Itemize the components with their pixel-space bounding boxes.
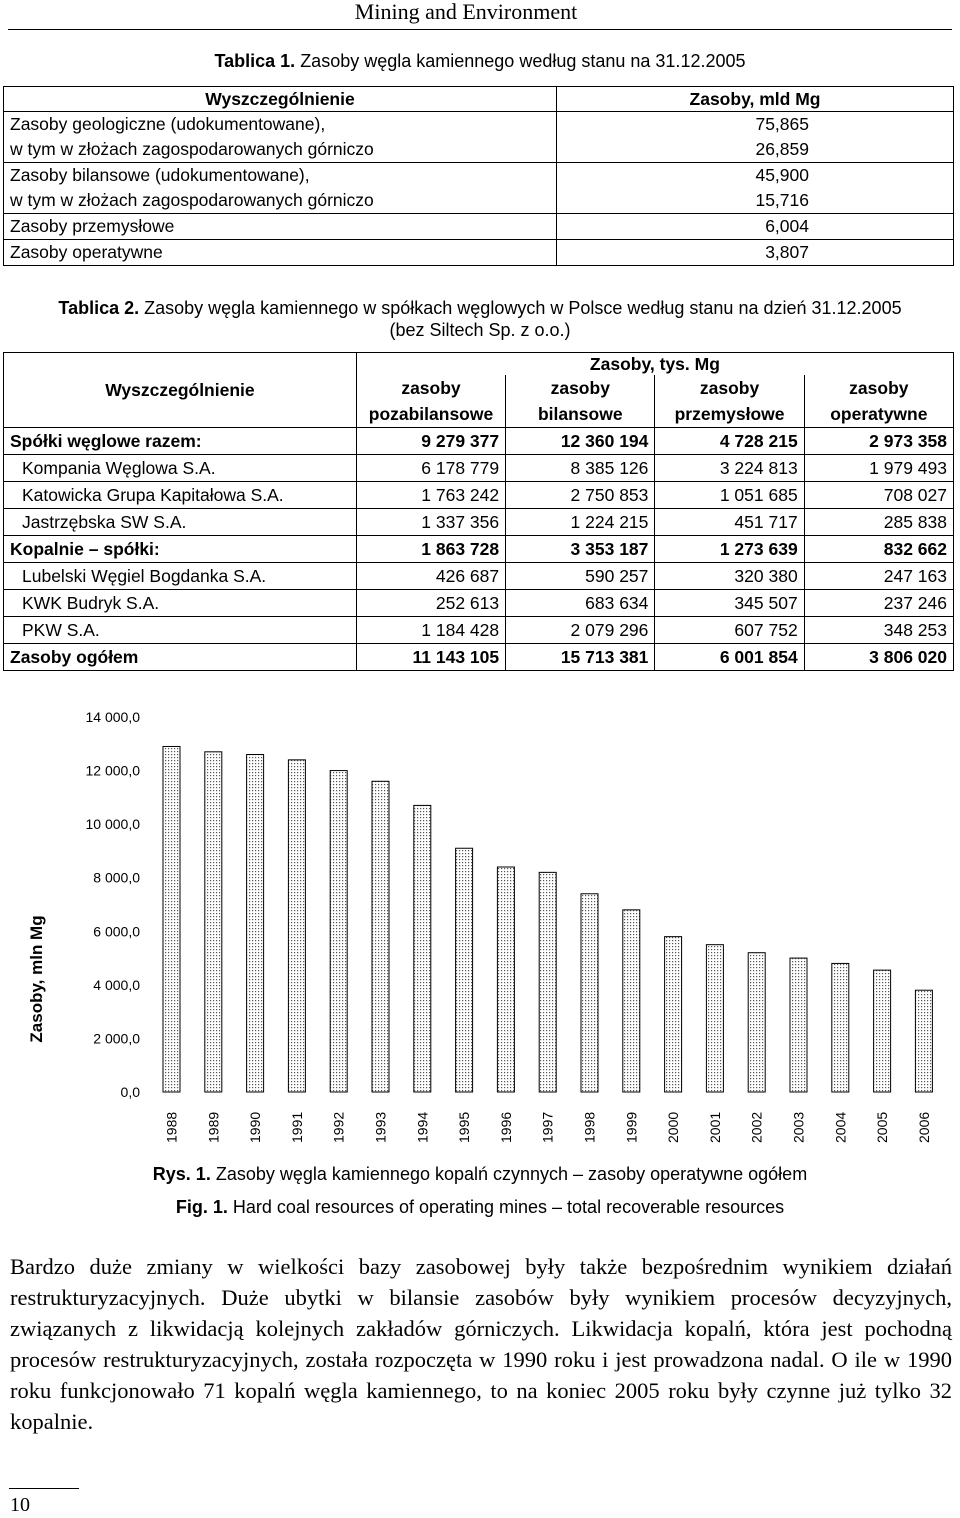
table1-row-value: 3,807 [765, 242, 809, 262]
table2-cell: 426 687 [356, 563, 505, 590]
table-row [4, 482, 954, 509]
bar-1995 [456, 848, 473, 1092]
table-row [4, 163, 954, 214]
figure-caption-pl [0, 1163, 960, 1185]
table1-caption-text: Zasoby węgla kamiennego według stanu na 31.12.2005 [300, 51, 746, 71]
figure-caption-en-text: Hard coal resources of operating mines – total recoverable resources [232, 1197, 785, 1217]
table1-header-value: Zasoby, mld Mg [557, 87, 954, 112]
figure-caption-en-label: Fig. 1. [175, 1197, 228, 1217]
x-tick-label: 1996 [497, 1111, 514, 1143]
bar-1999 [623, 910, 640, 1092]
bar-1991 [288, 760, 305, 1092]
table2-header-item: Wyszczególnienie [4, 353, 357, 428]
figure-caption-en [0, 1196, 960, 1218]
table1-header-item: Wyszczególnienie [4, 87, 557, 112]
table1-row-value: 75,865 [755, 114, 809, 134]
y-tick-label: 4 000,0 [93, 976, 140, 993]
table2-cell: 1 051 685 [655, 482, 804, 509]
table2-caption-text: Zasoby węgla kamiennego w spółkach węglowych w Polsce według stanu na dzień 31.12.2005 [144, 298, 902, 318]
figure-caption-pl-text: Zasoby węgla kamiennego kopalń czynnych – zasoby operatywne ogółem [215, 1164, 808, 1184]
x-tick-label: 1998 [581, 1111, 598, 1143]
table2-cell: 252 613 [356, 590, 505, 617]
table1-row-label: w tym w złożach zagospodarowanych górniczo [10, 139, 374, 159]
x-tick-label: 1995 [456, 1111, 473, 1143]
table-row [4, 428, 954, 455]
table2-cell: 3 224 813 [655, 455, 804, 482]
bar-2003 [790, 958, 807, 1092]
table2-row-name: KWK Budryk S.A. [4, 590, 357, 617]
bar-1994 [414, 805, 431, 1092]
table2-cell: 9 279 377 [356, 428, 505, 455]
table2-cell: 1 763 242 [356, 482, 505, 509]
table2-col-header: zasoby [655, 375, 804, 401]
table2-cell: 1 273 639 [655, 536, 804, 563]
table2-cell: 1 184 428 [356, 617, 505, 644]
table1-row-value: 15,716 [755, 190, 809, 210]
bar-chart [0, 700, 960, 1155]
table2-col-header: zasoby [506, 375, 655, 401]
x-tick-label: 2001 [706, 1111, 723, 1143]
table2-cell: 247 163 [804, 563, 953, 590]
table1-row-value: 45,900 [755, 165, 809, 185]
table2-cell: 3 806 020 [804, 644, 953, 671]
table2-cell: 237 246 [804, 590, 953, 617]
table2-cell: 1 337 356 [356, 509, 505, 536]
bar-group [163, 746, 932, 1092]
table2-cell: 348 253 [804, 617, 953, 644]
x-tick-label: 1992 [330, 1111, 347, 1143]
x-tick-label: 2005 [874, 1111, 891, 1143]
table2-caption [0, 297, 960, 341]
table-row [4, 644, 954, 671]
table-row [4, 214, 954, 240]
table2-row-name: Zasoby ogółem [4, 644, 357, 671]
table2-cell: 345 507 [655, 590, 804, 617]
table1-row-label: w tym w złożach zagospodarowanych górniczo [10, 190, 374, 210]
table2-cell: 15 713 381 [506, 644, 655, 671]
x-tick-label: 1988 [163, 1111, 180, 1143]
table1-cell-label [4, 112, 557, 163]
table2-header-row-top [4, 353, 954, 376]
table2-col-header: przemysłowe [655, 401, 804, 428]
table-row [4, 509, 954, 536]
bar-1998 [581, 894, 598, 1092]
table-row [4, 590, 954, 617]
x-tick-label: 2004 [832, 1111, 849, 1143]
table2-cell: 1 979 493 [804, 455, 953, 482]
y-tick-label: 12 000,0 [85, 762, 140, 779]
table2-cell: 2 079 296 [506, 617, 655, 644]
bar-2006 [915, 990, 932, 1092]
table2-row-name: Jastrzębska SW S.A. [4, 509, 357, 536]
bar-2001 [706, 945, 723, 1092]
table1-cell-label [4, 163, 557, 214]
page-number: 10 [10, 1494, 30, 1516]
x-tick-label: 2003 [790, 1111, 807, 1143]
y-axis-label: Zasoby, mln Mg [27, 915, 46, 1043]
table-row [4, 617, 954, 644]
table2-cell: 6 178 779 [356, 455, 505, 482]
table2-caption-label: Tablica 2. [58, 298, 140, 318]
table1-row-label: Zasoby geologiczne (udokumentowane), [10, 114, 326, 134]
x-tick-label: 2002 [748, 1111, 765, 1143]
table-row [4, 455, 954, 482]
table1-cell-value [557, 214, 954, 240]
table2-cell: 607 752 [655, 617, 804, 644]
table2-cell: 1 863 728 [356, 536, 505, 563]
footer-rule [9, 1488, 79, 1489]
table2-cell: 451 717 [655, 509, 804, 536]
x-tick-label: 2006 [915, 1111, 932, 1143]
x-tick-label: 1990 [247, 1111, 264, 1143]
table2-cell: 1 224 215 [506, 509, 655, 536]
table-row [4, 112, 954, 163]
table1-row-value: 6,004 [765, 216, 809, 236]
x-tick-labels [164, 1112, 932, 1143]
x-tick-label: 1997 [539, 1111, 556, 1143]
table2 [3, 352, 954, 671]
table1-row-label: Zasoby bilansowe (udokumentowane), [10, 165, 310, 185]
bar-2005 [874, 970, 891, 1092]
table1-row-label: Zasoby przemysłowe [4, 214, 557, 240]
y-tick-label: 8 000,0 [93, 869, 140, 886]
table2-header-group: Zasoby, tys. Mg [356, 353, 953, 376]
bar-1990 [247, 755, 264, 1093]
table2-row-name: Katowicka Grupa Kapitałowa S.A. [4, 482, 357, 509]
bar-2004 [832, 963, 849, 1092]
x-tick-label: 1999 [623, 1111, 640, 1143]
y-tick-label: 14 000,0 [85, 709, 140, 725]
table1-cell-value [557, 163, 954, 214]
body-paragraph: Bardzo duże zmiany w wielkości bazy zasobowej były także bezpośrednim wynikiem działań restrukturyzacyjnych. Duże ubytki w bilansie zasobów były wynikiem procesów decyzyjnych, związanych z likwidacją kolejnych zakładów górniczych. Likwidacja kopalń, która jest pochodną procesów restrukturyzacyjnych, została rozpoczęta w 1990 roku i jest prowadzona nadal. O ile w 1990 roku funkcjonowało 71 kopalń węgla kamiennego, to na koniec 2005 roku były czynne już tylko 32 kopalnie. [10, 1254, 952, 1434]
table2-cell: 832 662 [804, 536, 953, 563]
table1-cell-value [557, 240, 954, 266]
table2-cell: 8 385 126 [506, 455, 655, 482]
running-head [0, 0, 960, 26]
table1-cell-value [557, 112, 954, 163]
table1-row-value: 26,859 [755, 139, 809, 159]
bar-1989 [205, 752, 222, 1092]
bar-1997 [539, 872, 556, 1092]
bar-1993 [372, 781, 389, 1092]
y-tick-label: 2 000,0 [93, 1030, 140, 1047]
table2-caption-line1 [0, 297, 960, 319]
table2-col-header: operatywne [804, 401, 953, 428]
table2-row-name: Kopalnie – spółki: [4, 536, 357, 563]
table2-row-name: PKW S.A. [4, 617, 357, 644]
table1 [3, 86, 954, 266]
table2-cell: 6 001 854 [655, 644, 804, 671]
x-tick-label: 2000 [665, 1111, 682, 1143]
bar-1996 [497, 867, 514, 1092]
x-tick-label: 1991 [288, 1111, 305, 1143]
table2-cell: 683 634 [506, 590, 655, 617]
bar-1992 [330, 771, 347, 1092]
table2-cell: 590 257 [506, 563, 655, 590]
table2-cell: 285 838 [804, 509, 953, 536]
running-head-text: Mining and Environment [354, 0, 578, 24]
table2-caption-line2: (bez Siltech Sp. z o.o.) [389, 320, 571, 340]
table1-row-label: Zasoby operatywne [4, 240, 557, 266]
y-tick-labels [86, 709, 141, 1100]
table2-cell: 12 360 194 [506, 428, 655, 455]
table2-cell: 4 728 215 [655, 428, 804, 455]
table1-header-row [4, 87, 954, 112]
x-tick-label: 1993 [372, 1111, 389, 1143]
x-tick-label: 1994 [414, 1111, 431, 1143]
table2-row-name: Kompania Węglowa S.A. [4, 455, 357, 482]
table2-cell: 708 027 [804, 482, 953, 509]
table2-cell: 3 353 187 [506, 536, 655, 563]
table2-cell: 320 380 [655, 563, 804, 590]
bar-2000 [665, 937, 682, 1092]
figure-caption-pl-label: Rys. 1. [152, 1164, 211, 1184]
table-row [4, 563, 954, 590]
table2-col-header: pozabilansowe [356, 401, 505, 428]
table2-cell: 11 143 105 [356, 644, 505, 671]
table-row [4, 240, 954, 266]
table2-cell: 2 973 358 [804, 428, 953, 455]
table2-col-header: zasoby [804, 375, 953, 401]
table2-col-header: bilansowe [506, 401, 655, 428]
table1-caption-label: Tablica 1. [214, 51, 296, 71]
y-tick-label: 6 000,0 [93, 923, 140, 940]
table-row [4, 536, 954, 563]
table2-cell: 2 750 853 [506, 482, 655, 509]
y-tick-label: 0,0 [120, 1084, 140, 1100]
y-tick-label: 10 000,0 [85, 816, 140, 833]
table2-col-header: zasoby [356, 375, 505, 401]
bar-1988 [163, 746, 180, 1092]
bar-2002 [748, 953, 765, 1092]
x-tick-label: 1989 [205, 1111, 222, 1143]
table1-caption [0, 50, 960, 72]
table2-row-name: Spółki węglowe razem: [4, 428, 357, 455]
table2-row-name: Lubelski Węgiel Bogdanka S.A. [4, 563, 357, 590]
header-rule [8, 29, 952, 30]
